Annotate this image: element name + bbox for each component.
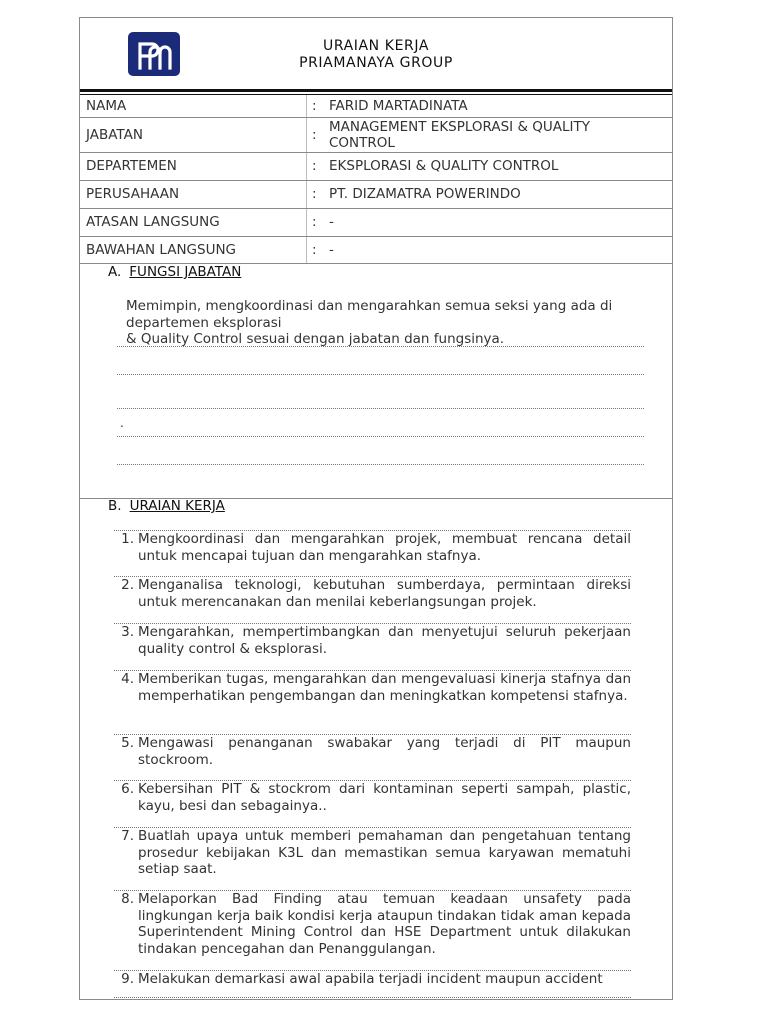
info-row-departemen xyxy=(80,153,672,181)
info-separator: : xyxy=(312,158,317,174)
paragraph-line: & Quality Control sesuai dengan jabatan dan fungsinya. xyxy=(126,331,505,347)
document-title: URAIAN KERJA xyxy=(322,38,430,54)
info-label: JABATAN xyxy=(86,127,143,143)
info-separator: : xyxy=(312,214,317,230)
paragraph-line: Memimpin, mengkoordinasi dan mengarahkan semua seksi yang ada di xyxy=(126,298,613,314)
info-label: PERUSAHAAN xyxy=(86,186,180,202)
dotted-line xyxy=(117,464,644,465)
fungsi-jabatan-text xyxy=(126,298,646,348)
company-name: PRIAMANAYA GROUP xyxy=(299,55,453,71)
info-value: PT. DIZAMATRA POWERINDO xyxy=(329,186,521,202)
dotted-line xyxy=(114,997,631,998)
item-number: 4. xyxy=(121,671,134,687)
item-number: 3. xyxy=(121,624,134,640)
info-label: ATASAN LANGSUNG xyxy=(86,214,220,230)
section-b-heading xyxy=(108,498,225,514)
document-header xyxy=(80,18,672,90)
dotted-line xyxy=(117,408,644,409)
item-number: 9. xyxy=(121,971,134,987)
section-letter: A. xyxy=(108,264,122,280)
info-value: EKSPLORASI & QUALITY CONTROL xyxy=(329,158,559,174)
info-value: FARID MARTADINATA xyxy=(329,98,468,114)
item-text: Buatlah upaya untuk memberi pemahaman dan pengetahuan tentang prosedur kebijakan K3L dan memastikan semua karyawan mematuhi setiap saat. xyxy=(138,828,631,877)
item-text: Mengkoordinasi dan mengarahkan projek, membuat rencana detail untuk mencapai tujuan dan mengarahkan stafnya. xyxy=(138,531,631,564)
item-number: 7. xyxy=(121,828,134,844)
item-number: 6. xyxy=(121,781,134,797)
dotted-line xyxy=(117,374,644,375)
info-value: - xyxy=(329,242,334,258)
info-row-nama xyxy=(80,95,672,118)
info-separator: : xyxy=(312,98,317,114)
item-number: 5. xyxy=(121,735,134,751)
pm-logo-icon xyxy=(128,32,180,76)
info-separator: : xyxy=(312,186,317,202)
info-value: MANAGEMENT EKSPLORASI & QUALITY CONTROL xyxy=(329,119,591,151)
section-title: URAIAN KERJA xyxy=(129,498,225,514)
column-divider xyxy=(306,209,307,236)
info-value: - xyxy=(329,214,334,230)
section-a-heading xyxy=(108,264,241,280)
info-label: DEPARTEMEN xyxy=(86,158,177,174)
item-number: 8. xyxy=(121,891,134,907)
stray-mark: . xyxy=(120,416,124,430)
info-label: NAMA xyxy=(86,98,127,114)
section-letter: B. xyxy=(108,498,122,514)
item-text: Mengawasi penanganan swabakar yang terjadi di PIT maupun stockroom. xyxy=(138,735,631,768)
item-text: Melakukan demarkasi awal apabila terjadi incident maupun accident xyxy=(138,971,603,987)
item-text: Mengarahkan, mempertimbangkan dan menyetujui seluruh pekerjaan quality control & eksplorasi. xyxy=(138,624,631,657)
header-rule-thick xyxy=(80,89,672,92)
item-text: Menganalisa teknologi, kebutuhan sumberdaya, permintaan direksi untuk merencanakan dan menilai keberlangsungan projek. xyxy=(138,577,631,610)
column-divider xyxy=(306,153,307,180)
item-number: 1. xyxy=(121,531,134,547)
job-description-document xyxy=(79,17,673,1000)
info-row-perusahaan xyxy=(80,181,672,209)
item-number: 2. xyxy=(121,577,134,593)
section-title: FUNGSI JABATAN xyxy=(129,264,242,280)
info-row-jabatan xyxy=(80,118,672,153)
column-divider xyxy=(306,181,307,208)
item-text: Kebersihan PIT & stockrom dari kontaminan seperti sampah, plastic, kayu, besi dan sebagainya.. xyxy=(138,781,631,814)
info-row-bawahan xyxy=(80,237,672,264)
paragraph-line: departemen eksplorasi xyxy=(126,314,282,331)
info-separator: : xyxy=(312,242,317,258)
dotted-line xyxy=(117,436,644,437)
item-text: Melaporkan Bad Finding atau temuan keadaan unsafety pada lingkungan kerja baik kondisi kerja ataupun tindakan tidak aman kepada Superintendent Mining Control dan HSE Department untuk dilakukan tindakan pencegahan dan Penanggulangan. xyxy=(138,891,631,957)
info-row-atasan xyxy=(80,209,672,237)
info-separator: : xyxy=(312,127,317,143)
column-divider xyxy=(306,237,307,263)
dotted-line xyxy=(117,346,644,347)
item-text: Memberikan tugas, mengarahkan dan mengevaluasi kinerja stafnya dan memperhatikan pengembangan dan meningkatkan kompetensi stafnya. xyxy=(138,671,631,704)
column-divider xyxy=(306,118,307,152)
info-label: BAWAHAN LANGSUNG xyxy=(86,242,237,258)
column-divider xyxy=(306,95,307,117)
